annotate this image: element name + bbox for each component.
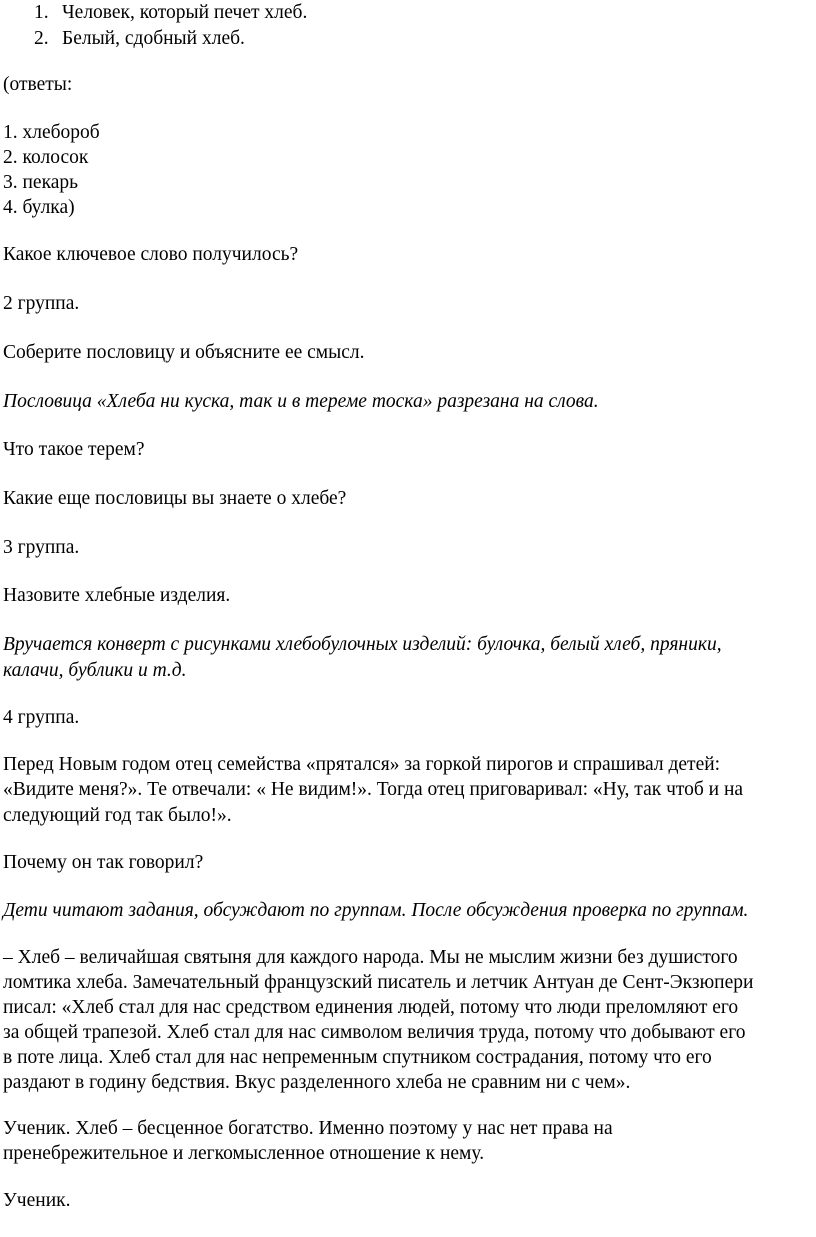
answer-item: 1. хлебороб bbox=[3, 122, 100, 143]
group4-title: 4 группа. bbox=[3, 707, 80, 728]
group2-question: Что такое терем? bbox=[3, 439, 145, 460]
instruction: Дети читают задания, обсуждают по группам. После обсуждения проверка по группам. bbox=[3, 900, 749, 921]
student-text: пренебрежительное и легкомысленное отношение к нему. bbox=[3, 1143, 485, 1164]
list-number: 1. bbox=[34, 2, 49, 23]
teacher-text: – Хлеб – величайшая святыня для каждого народа. Мы не мыслим жизни без душистого bbox=[3, 947, 738, 968]
student-text: Ученик. Хлеб – бесценное богатство. Именно поэтому у нас нет права на bbox=[3, 1118, 613, 1139]
list-item: Белый, сдобный хлеб. bbox=[62, 28, 245, 49]
group2-title: 2 группа. bbox=[3, 293, 80, 314]
answer-item: 3. пекарь bbox=[3, 172, 79, 193]
group3-task: Назовите хлебные изделия. bbox=[3, 585, 231, 606]
group3-title: 3 группа. bbox=[3, 537, 80, 558]
answer-item: 2. колосок bbox=[3, 147, 89, 168]
keyword-question: Какое ключевое слово получилось? bbox=[3, 244, 299, 265]
teacher-text: писал: «Хлеб стал для нас средством единения людей, потому что люди преломляют его bbox=[3, 997, 739, 1018]
teacher-text: раздают в годину бедствия. Вкус разделенного хлеба не сравним ни с чем». bbox=[3, 1072, 631, 1093]
teacher-text: ломтика хлеба. Замечательный французский писатель и летчик Антуан де Сент-Экзюпери bbox=[3, 972, 754, 993]
list-item: Человек, который печет хлеб. bbox=[62, 2, 308, 23]
answer-item: 4. булка) bbox=[3, 197, 75, 218]
group4-text: «Видите меня?». Те отвечали: « Не видим!». Тогда отец приговаривал: «Ну, так чтоб и на bbox=[3, 779, 744, 800]
teacher-text: за общей трапезой. Хлеб стал для нас символом величия труда, потому что добывают его bbox=[3, 1022, 746, 1043]
teacher-text: в поте лица. Хлеб стал для нас непременным спутником сострадания, потому что его bbox=[3, 1047, 712, 1068]
group4-text: Перед Новым годом отец семейства «прятался» за горкой пирогов и спрашивал детей: bbox=[3, 754, 721, 775]
list-number: 2. bbox=[34, 28, 49, 49]
group2-task: Соберите пословицу и объясните ее смысл. bbox=[3, 342, 365, 363]
group3-note: калачи, бублики и т.д. bbox=[3, 660, 187, 681]
group4-question: Почему он так говорил? bbox=[3, 852, 204, 873]
group2-question: Какие еще пословицы вы знаете о хлебе? bbox=[3, 488, 347, 509]
student-text: Ученик. bbox=[3, 1190, 71, 1211]
group4-text: следующий год так было!». bbox=[3, 805, 232, 826]
answers-heading: (ответы: bbox=[3, 74, 73, 95]
group3-note: Вручается конверт с рисунками хлебобулочных изделий: булочка, белый хлеб, пряники, bbox=[3, 634, 722, 655]
group2-note: Пословица «Хлеба ни куска, так и в тереме тоска» разрезана на слова. bbox=[3, 391, 599, 412]
